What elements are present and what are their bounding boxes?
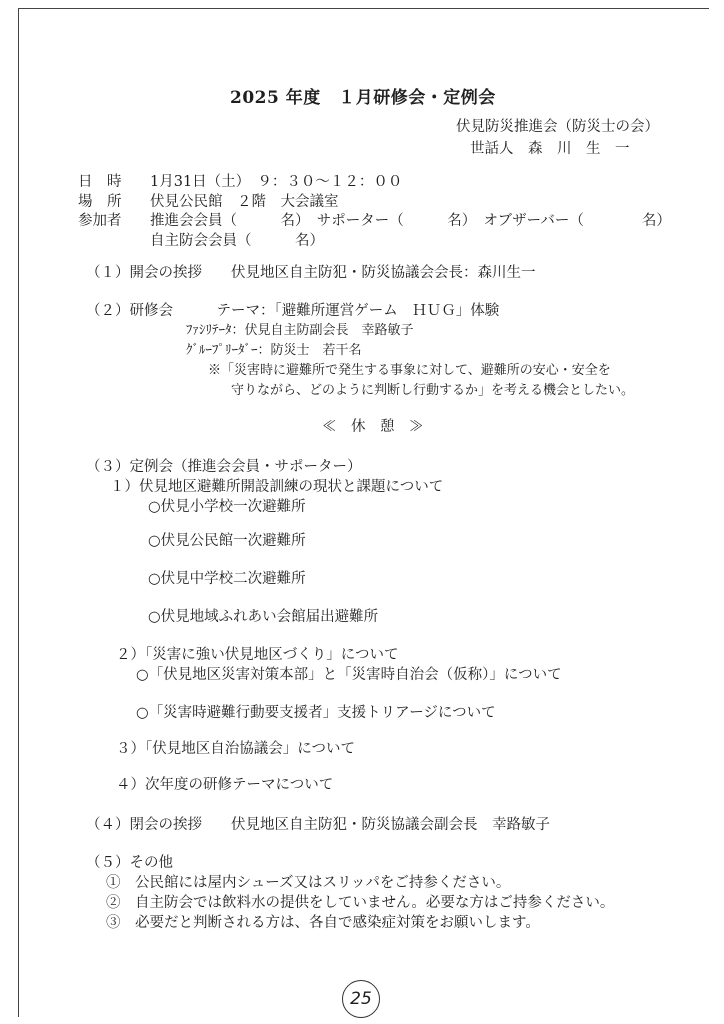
attendees-line-2: 自主防会会員（ 名）: [150, 233, 324, 249]
section-closing: （４）閉会の挨拶 伏見地区自主防犯・防災協議会副会長 幸路敏子: [86, 817, 550, 833]
break-label: ≪ 休 憩 ≫: [322, 419, 424, 435]
date-label: 日 時: [78, 174, 122, 190]
section-meeting: （３）定例会（推進会会員・サポーター）: [86, 459, 362, 475]
other-item-3: ③ 必要だと判断される方は、各自で感染症対策をお願いします。: [106, 915, 540, 931]
meeting-item-1: １）伏見地区避難所開設訓練の現状と課題について: [110, 479, 444, 495]
section-other: （５）その他: [86, 855, 173, 871]
meeting-item-1b: ○伏見公民館一次避難所: [148, 533, 306, 549]
page-number: 25: [342, 980, 380, 1018]
place-label: 場 所: [78, 194, 122, 210]
meeting-item-1a: ○伏見小学校一次避難所: [148, 499, 306, 515]
meeting-item-1c: ○伏見中学校二次避難所: [148, 571, 306, 587]
organization: 伏見防災推進会（防災士の会）: [456, 119, 659, 135]
training-facilitator: ﾌｧｼﾘﾃｰﾀ：伏見自主防副会長 幸路敏子: [186, 323, 414, 338]
document-title: 2025 年度 １月研修会・定例会: [230, 88, 496, 108]
section-opening: （１）開会の挨拶 伏見地区自主防犯・防災協議会会長：森川生一: [86, 265, 536, 281]
meeting-item-4: ４）次年度の研修テーマについて: [116, 777, 334, 793]
date-value: 1月31日（土） ９：３０～１２：００: [150, 174, 403, 190]
attendees-label: 参加者: [78, 213, 122, 229]
training-note-1: ※「災害時に避難所で発生する事象に対して、避難所の安心・安全を: [208, 363, 611, 378]
meeting-item-2a: ○「伏見地区災害対策本部」と「災害時自治会（仮称）」について: [136, 667, 562, 683]
organizer: 世話人 森 川 生 一: [470, 141, 630, 157]
meeting-item-2: ２）「災害に強い伏見地区づくり」について: [116, 647, 399, 663]
meeting-item-3: ３）「伏見地区自治協議会」について: [116, 741, 355, 757]
place-value: 伏見公民館 ２階 大会議室: [150, 194, 339, 210]
meeting-item-2b: ○「災害時避難行動要支援者」支援トリアージについて: [136, 705, 496, 721]
attendees-line-1: 推進会会員（ 名） サポーター（ 名） オブザーバー（ 名）: [150, 213, 671, 229]
section-training: （２）研修会 テーマ：「避難所運営ゲーム ＨＵＧ」体験: [86, 303, 500, 319]
training-note-2: 守りながら、どのように判断し行動するか」を考える機会としたい。: [231, 383, 635, 398]
meeting-item-1d: ○伏見地域ふれあい会館届出避難所: [148, 609, 379, 625]
other-item-2: ② 自主防会では飲料水の提供をしていません。必要な方はご持参ください。: [106, 895, 615, 911]
other-item-1: ① 公民館には屋内シューズ又はスリッパをご持参ください。: [106, 875, 511, 891]
training-leader: ｸﾞﾙｰﾌﾟﾘｰﾀﾞｰ：防災士 若干名: [186, 343, 362, 358]
